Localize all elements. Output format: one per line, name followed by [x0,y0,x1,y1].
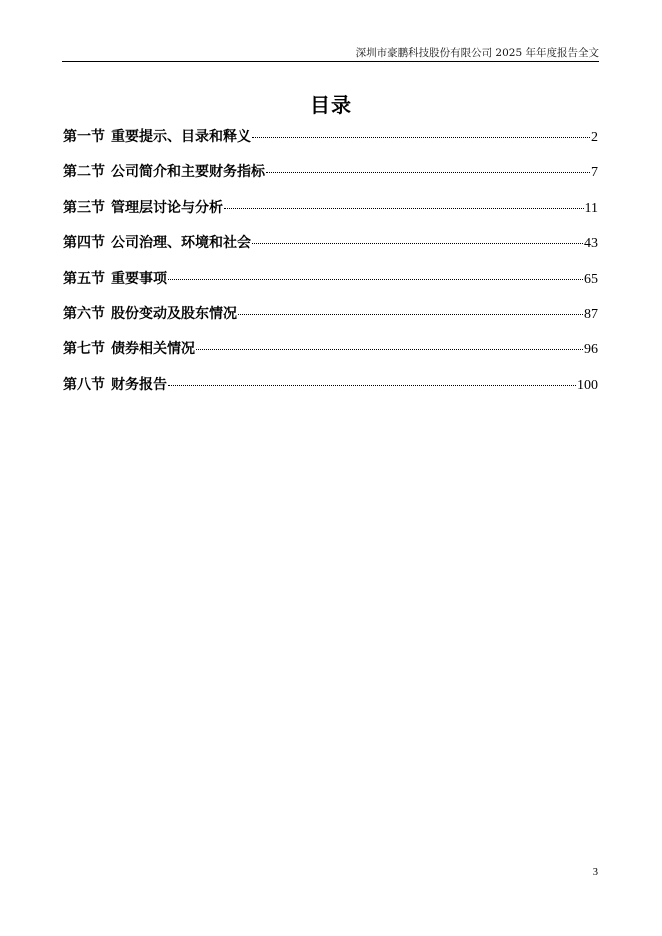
toc-dot-leader [224,208,584,209]
toc-dot-leader [266,172,590,173]
toc-entry-label: 重要提示、目录和释义 [111,129,251,145]
toc-entry[interactable] [63,268,598,303]
toc-entry-label: 公司治理、环境和社会 [111,235,251,252]
toc-dot-leader [168,279,583,280]
toc-entry-label: 管理层讨论与分析 [111,199,223,216]
toc-dot-leader [238,314,583,315]
toc-entry-page: 2 [591,130,598,145]
toc-entry[interactable] [63,303,598,338]
toc-entry-section: 第六节 [63,305,105,322]
table-of-contents [63,126,598,409]
toc-title: 目录 [310,93,352,117]
toc-entry[interactable] [63,338,598,373]
toc-entry-page: 11 [584,200,598,216]
toc-entry-page: 100 [577,377,598,393]
toc-entry-page: 87 [584,306,598,322]
toc-entry-page: 7 [591,165,598,181]
toc-entry[interactable] [63,197,598,232]
toc-dot-leader [252,243,583,244]
toc-entry-page: 96 [584,342,598,358]
toc-entry[interactable] [63,374,598,409]
toc-entry-page: 65 [584,271,598,287]
toc-entry-section: 第七节 [63,341,105,358]
toc-entry-label: 重要事项 [111,270,167,287]
toc-entry-label: 财务报告 [111,376,167,393]
header-divider [62,61,599,62]
toc-entry-section: 第三节 [63,199,105,216]
toc-entry-label: 股份变动及股东情况 [111,305,237,322]
toc-entry-label: 公司简介和主要财务指标 [111,164,265,181]
running-header: 深圳市豪鹏科技股份有限公司 2025 年年度报告全文 [355,47,599,59]
toc-entry-section: 第五节 [63,270,105,287]
toc-entry-page: 43 [584,236,598,252]
toc-entry-section: 第一节 [63,129,105,145]
toc-entry-label: 债券相关情况 [111,341,195,358]
toc-dot-leader [168,385,576,386]
toc-entry[interactable] [63,161,598,196]
toc-entry-section: 第二节 [63,164,105,181]
toc-entry-section: 第八节 [63,376,105,393]
toc-dot-leader [196,349,583,350]
toc-entry[interactable] [63,232,598,267]
toc-entry[interactable] [63,126,598,161]
toc-dot-leader [252,137,590,138]
toc-entry-section: 第四节 [63,235,105,252]
page-number: 3 [592,867,598,878]
